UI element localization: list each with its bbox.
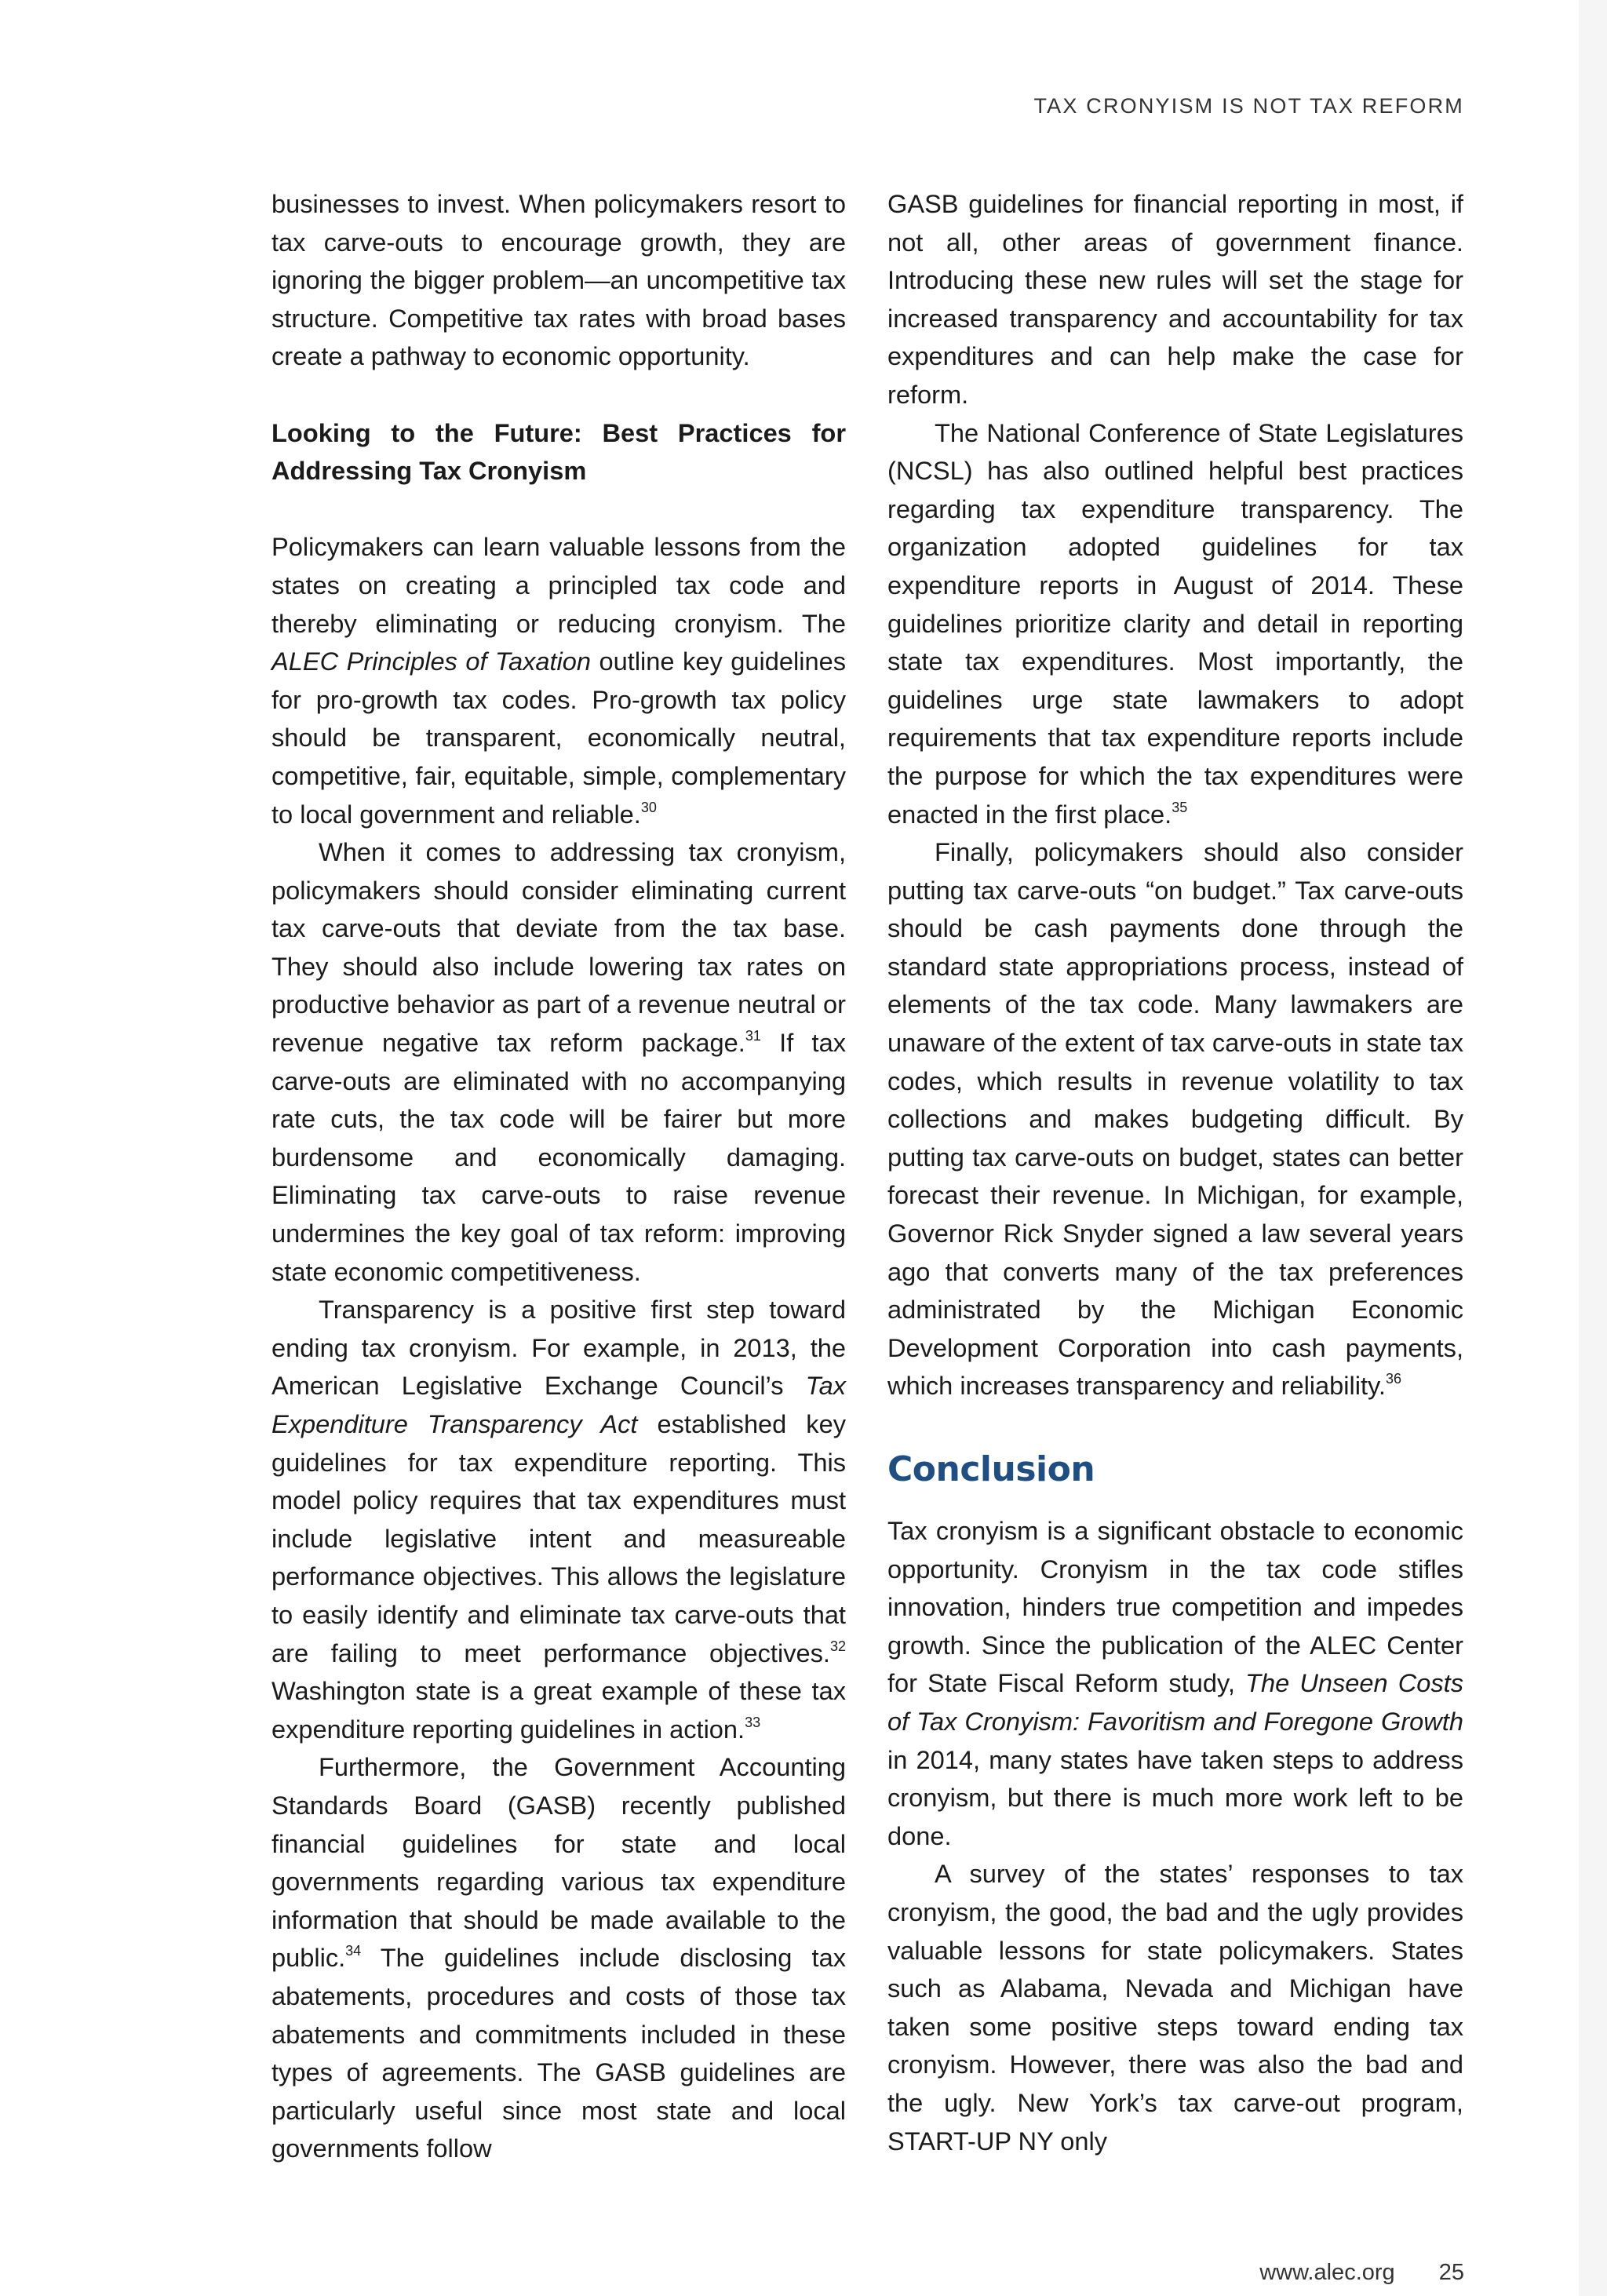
paragraph-gasb-continued: GASB guidelines for financial reporting in most, if not all, other areas of government finance. Introducing these new rules will set the stage for increased transparency and accountability for tax expenditures and can help make the case for reform. [887,189,1463,409]
italic-title: Tax Expenditure Transparency Act [271,1371,846,1438]
footnote-ref: 34 [345,1943,362,1959]
footnote-ref: 35 [1172,799,1188,815]
paragraph-survey: A survey of the states’ responses to tax cronyism, the good, the bad and the ugly provides valuable lessons for state policymakers. States such as Alabama, Nevada and Michigan have taken some positive steps toward ending tax cronyism. However, there was also the bad and the ugly. New York’s tax carve-out program, START-UP NY only [887,1859,1463,2156]
section-subheading: Looking to the Future: Best Practices for Addressing Tax Cronyism [271,417,846,486]
paragraph-transparency: Transparency is a positive first step toward ending tax cronyism. For example, in 2013, the American Legislative Exchange Council’s Tax Expenditure Transparency Act established key guidelines for tax expenditure reporting. This model policy requires that tax expenditures must include legislative intent and measureable performance objectives. This allows the legislature to easily identify and eliminate tax carve-outs that are failing to meet performance objectives.$^{32}$ Washington state is a great example of these tax expenditure reporting guidelines in action.$^{33}$ [271,1295,846,1744]
paragraph-gasb: Furthermore, the Government Accounting Standards Board (GASB) recently published financial guidelines for state and local governments regarding various tax expenditure information that should be made available to the public.$^{34}$ The guidelines include disclosing tax abatements, procedures and costs of those tax abatements and commitments included in these types of agreements. The GASB guidelines are particularly useful since most state and local governments follow [271,1752,846,2163]
footnote-ref: 31 [745,1028,761,1044]
italic-title: ALEC Principles of Taxation [271,647,592,676]
running-header: TAX CRONYISM IS NOT TAX REFORM [1033,94,1464,118]
paragraph-conclusion: Tax cronyism is a significant obstacle to economic opportunity. Cronyism in the tax code stifles innovation, hinders true competition and impedes growth. Since the publication of the ALEC Center for State Fiscal Reform study, The Unseen Costs of Tax Cronyism: Favoritism and Foregone Growth in 2014, many states have taken steps to address cronyism, but there is much more work left to be done. [887,1516,1464,1850]
conclusion-heading: Conclusion [887,1449,1095,1489]
paragraph-intro: businesses to invest. When policymakers resort to tax carve-outs to encourage growth, they are ignoring the bigger problem—an uncompetitive tax structure. Competitive tax rates with broad bases create a pathway to economic opportunity. [271,189,846,371]
paragraph-ncsl: The National Conference of State Legislatures (NCSL) has also outlined helpful best practices regarding tax expenditure transparency. The organization adopted guidelines for tax expenditure reports in August of 2014. These guidelines prioritize clarity and detail in reporting state tax expenditures. Most importantly, the guidelines urge state lawmakers to adopt requirements that tax expenditure reports include the purpose for which the tax expenditures were enacted in the first place.$^{35}$ [887,417,1463,829]
footnote-ref: 33 [745,1714,761,1730]
page-footer [1259,2260,1464,2286]
page-edge-strip [1579,0,1607,2296]
paragraph-principles: Policymakers can learn valuable lessons from the states on creating a principled tax code and thereby eliminating or reducing cronyism. The ALEC Principles of Taxation outline key guidelines for pro-growth tax codes. Pro-growth tax policy should be transparent, economically neutral, competitive, fair, equitable, simple, complementary to local government and reliable.$^{30}$ [271,532,846,829]
footnote-ref: 30 [640,799,657,815]
right-column [887,185,1463,2160]
footnote-ref: 32 [829,1638,846,1654]
paragraph-on-budget: Finally, policymakers should also consider putting tax carve-outs “on budget.” Tax carve-outs should be cash payments done through the standard state appropriations process, instead of elements of the tax code. Many lawmakers are unaware of the extent of tax carve-outs in state tax codes, which results in revenue volatility to tax collections and makes budgeting difficult. By putting tax carve-outs on budget, states can better forecast their revenue. In Michigan, for example, Governor Rick Snyder signed a law several years ago that converts many of the tax preferences administrated by the Michigan Economic Development Corporation into cash payments, which increases transparency and reliability.$^{36}$ [887,837,1463,1401]
spacer [271,376,846,414]
page-number: 25 [1438,2260,1464,2285]
footer-url[interactable]: www.alec.org [1259,2260,1395,2285]
footnote-ref: 36 [1385,1371,1402,1387]
spacer [271,490,846,529]
italic-title: The Unseen Costs of Tax Cronyism: Favoritism and Foregone Growth [887,1668,1464,1736]
paragraph-addressing: When it comes to addressing tax cronyism, policymakers should consider eliminating current tax carve-outs that deviate from the tax base. They should also include lowering tax rates on productive behavior as part of a revenue neutral or revenue negative tax reform package.$^{31}$ If tax carve-outs are eliminated with no accompanying rate cuts, the tax code will be fairer but more burdensome and economically damaging. Eliminating tax carve-outs to raise revenue undermines the key goal of tax reform: improving state economic competitiveness. [271,837,846,1286]
left-column [271,185,846,2168]
